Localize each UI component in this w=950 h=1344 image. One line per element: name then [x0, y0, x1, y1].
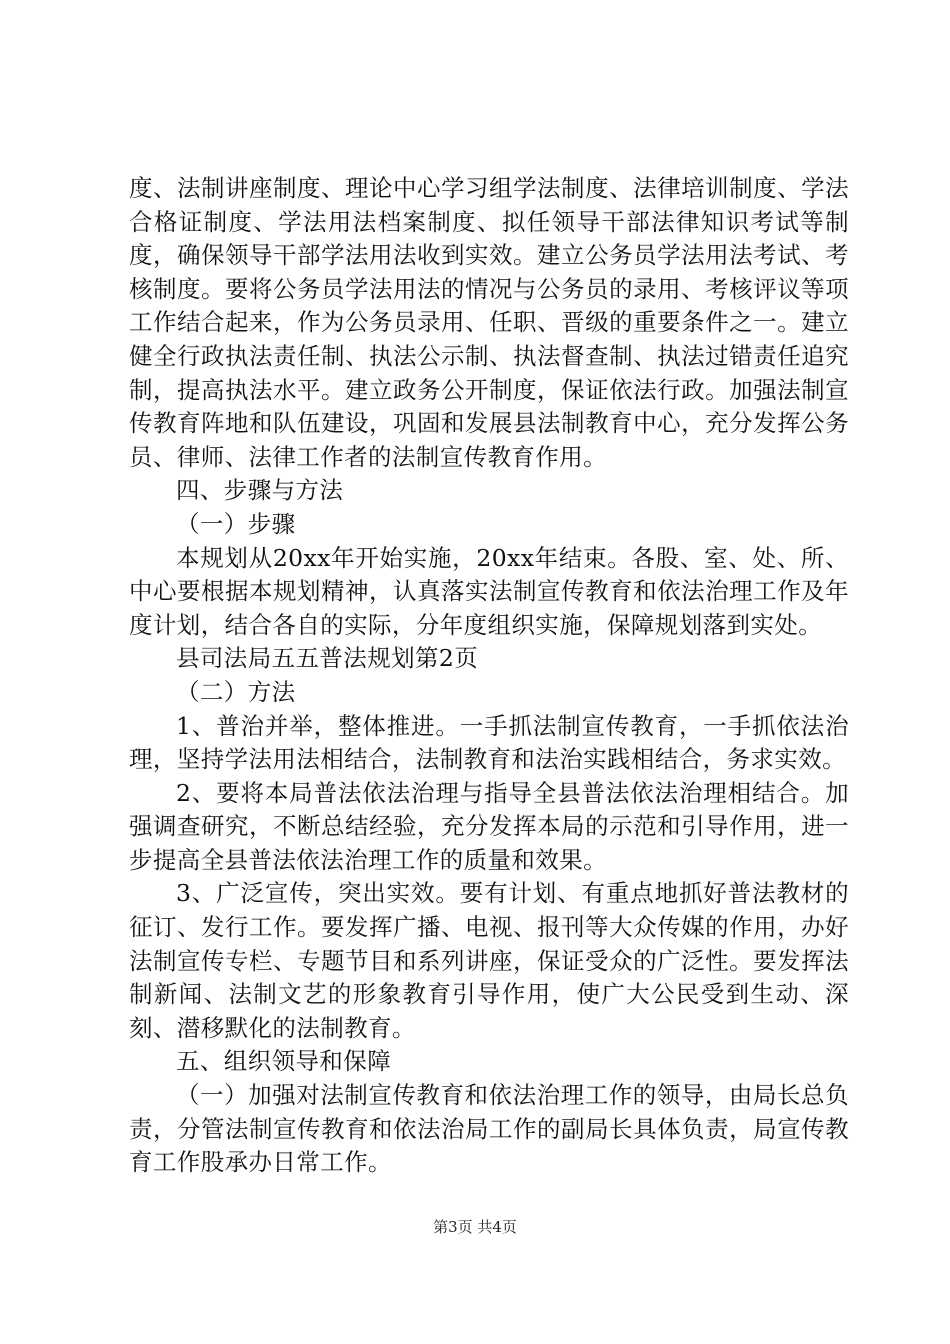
subheading-methods: （二）方法 [176, 677, 296, 706]
heading-section-4: 四、步骤与方法 [176, 476, 344, 505]
paragraph-method-2: 2、要将本局普法依法治理与指导全县普法依法治理相结合。加强调查研究，不断总结经验，充分发挥本局的示范和引导作用，进一步提高全县普法依法治理工作的质量和效果。 [129, 778, 849, 874]
paragraph-continuation: 度、法制讲座制度、理论中心学习组学法制度、法律培训制度、学法合格证制度、学法用法档案制度、拟任领导干部法律知识考试等制度，确保领导干部学法用法收到实效。建立公务员学法用法考试、考核制度。要将公务员学法用法的情况与公务员的录用、考核评议等项工作结合起来，作为公务员录用、任职、晋级的重要条件之一。建立健全行政执法责任制、执法公示制、执法督查制、执法过错责任追究制，提高执法水平。建立政务公开制度，保证依法行政。加强法制宣传教育阵地和队伍建设，巩固和发展县法制教育中心，充分发挥公务员、律师、法律工作者的法制宣传教育作用。 [129, 174, 849, 471]
heading-section-5: 五、组织领导和保障 [176, 1047, 392, 1076]
page-footer: 第3页 共4页 [433, 1218, 517, 1236]
subheading-steps: （一）步骤 [176, 509, 296, 538]
paragraph-leadership: （一）加强对法制宣传教育和依法治理工作的领导，由局长总负责，分管法制宣传教育和依法治局工作的副局长具体负责，局宣传教育工作股承办日常工作。 [129, 1081, 849, 1177]
paragraph-method-1: 1、普治并举，整体推进。一手抓法制宣传教育，一手抓依法治理，坚持学法用法相结合，法制教育和法治实践相结合，务求实效。 [129, 711, 849, 774]
document-body [129, 172, 849, 1180]
page-reference-line: 县司法局五五普法规划第2页 [176, 644, 479, 673]
paragraph-method-3: 3、广泛宣传，突出实效。要有计划、有重点地抓好普法教材的征订、发行工作。要发挥广播、电视、报刊等大众传媒的作用，办好法制宣传专栏、专题节目和系列讲座，保证受众的广泛性。要发挥法制新闻、法制文艺的形象教育引导作用，使广大公民受到生动、深刻、潜移默化的法制教育。 [129, 879, 849, 1042]
paragraph-plan-schedule: 本规划从20xx年开始实施，20xx年结束。各股、室、处、所、中心要根据本规划精神，认真落实法制宣传教育和依法治理工作及年度计划，结合各自的实际，分年度组织实施，保障规划落到实处。 [129, 543, 849, 639]
